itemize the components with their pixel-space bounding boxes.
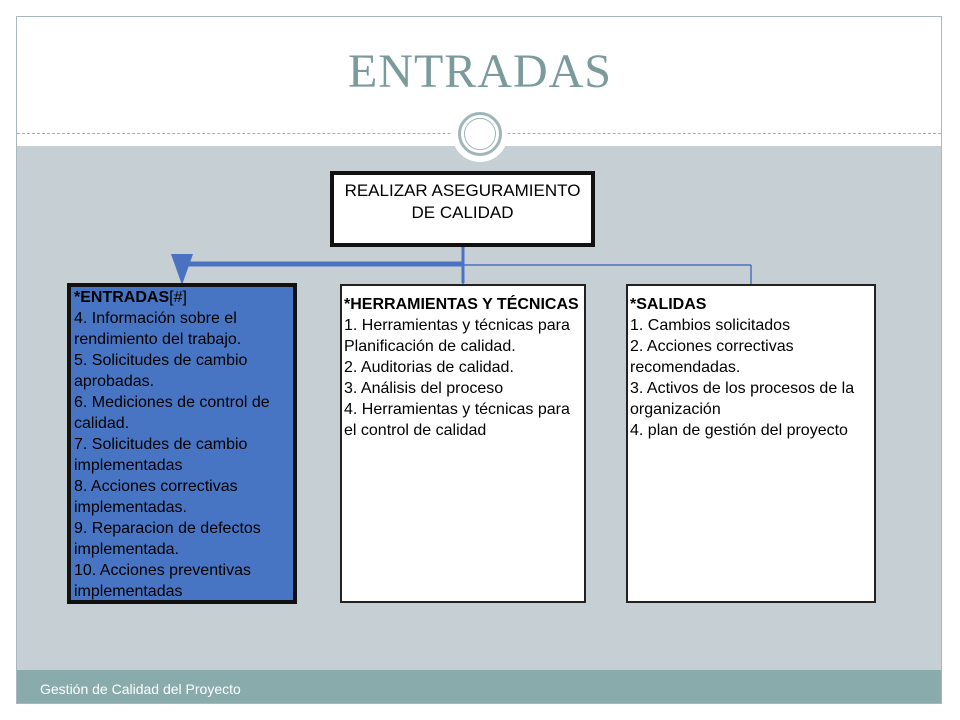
entradas-item: 4. Información sobre el rendimiento del trabajo. — [74, 310, 242, 348]
slide-title: ENTRADAS — [347, 45, 612, 98]
entradas-item: 5. Solicitudes de cambio aprobadas. — [74, 352, 248, 390]
herramientas-item: 2. Auditorias de calidad. — [344, 359, 514, 376]
entradas-item: 10. Acciones preventivas implementadas — [74, 562, 251, 600]
process-title-line2: DE CALIDAD — [411, 203, 514, 222]
herramientas-item: 1. Herramientas y técnicas para Planificación de calidad. — [344, 317, 570, 355]
entradas-heading — [74, 287, 290, 308]
salidas-item: 4. plan de gestión del proyecto — [630, 422, 848, 439]
salidas-item: 3. Activos de los procesos de la organización — [630, 380, 855, 418]
herramientas-box — [340, 284, 586, 603]
salidas-item: 1. Cambios solicitados — [630, 317, 791, 334]
salidas-item: 2. Acciones correctivas recomendadas. — [630, 338, 794, 376]
arrow-head-icon — [171, 254, 193, 285]
entradas-item: 6. Mediciones de control de calidad. — [74, 394, 270, 432]
herramientas-heading: *HERRAMIENTAS Y TÉCNICAS — [344, 296, 579, 313]
footer-text: Gestión de Calidad del Proyecto — [40, 681, 241, 697]
entradas-item: 8. Acciones correctivas implementadas. — [74, 478, 238, 516]
entradas-item: 7. Solicitudes de cambio implementadas — [74, 436, 248, 474]
process-box — [330, 171, 595, 247]
salidas-box — [626, 284, 876, 603]
salidas-heading: *SALIDAS — [630, 296, 707, 313]
entradas-box — [67, 283, 297, 604]
entradas-item: 9. Reparacion de defectos implementada. — [74, 520, 261, 558]
process-title-line1: REALIZAR ASEGURAMIENTO — [344, 181, 581, 200]
entradas-heading-text: *ENTRADAS — [74, 289, 170, 306]
herramientas-item: 3. Análisis del proceso — [344, 380, 504, 397]
herramientas-item: 4. Herramientas y técnicas para el control de calidad — [344, 401, 570, 439]
entradas-ref: [#] — [169, 289, 187, 306]
